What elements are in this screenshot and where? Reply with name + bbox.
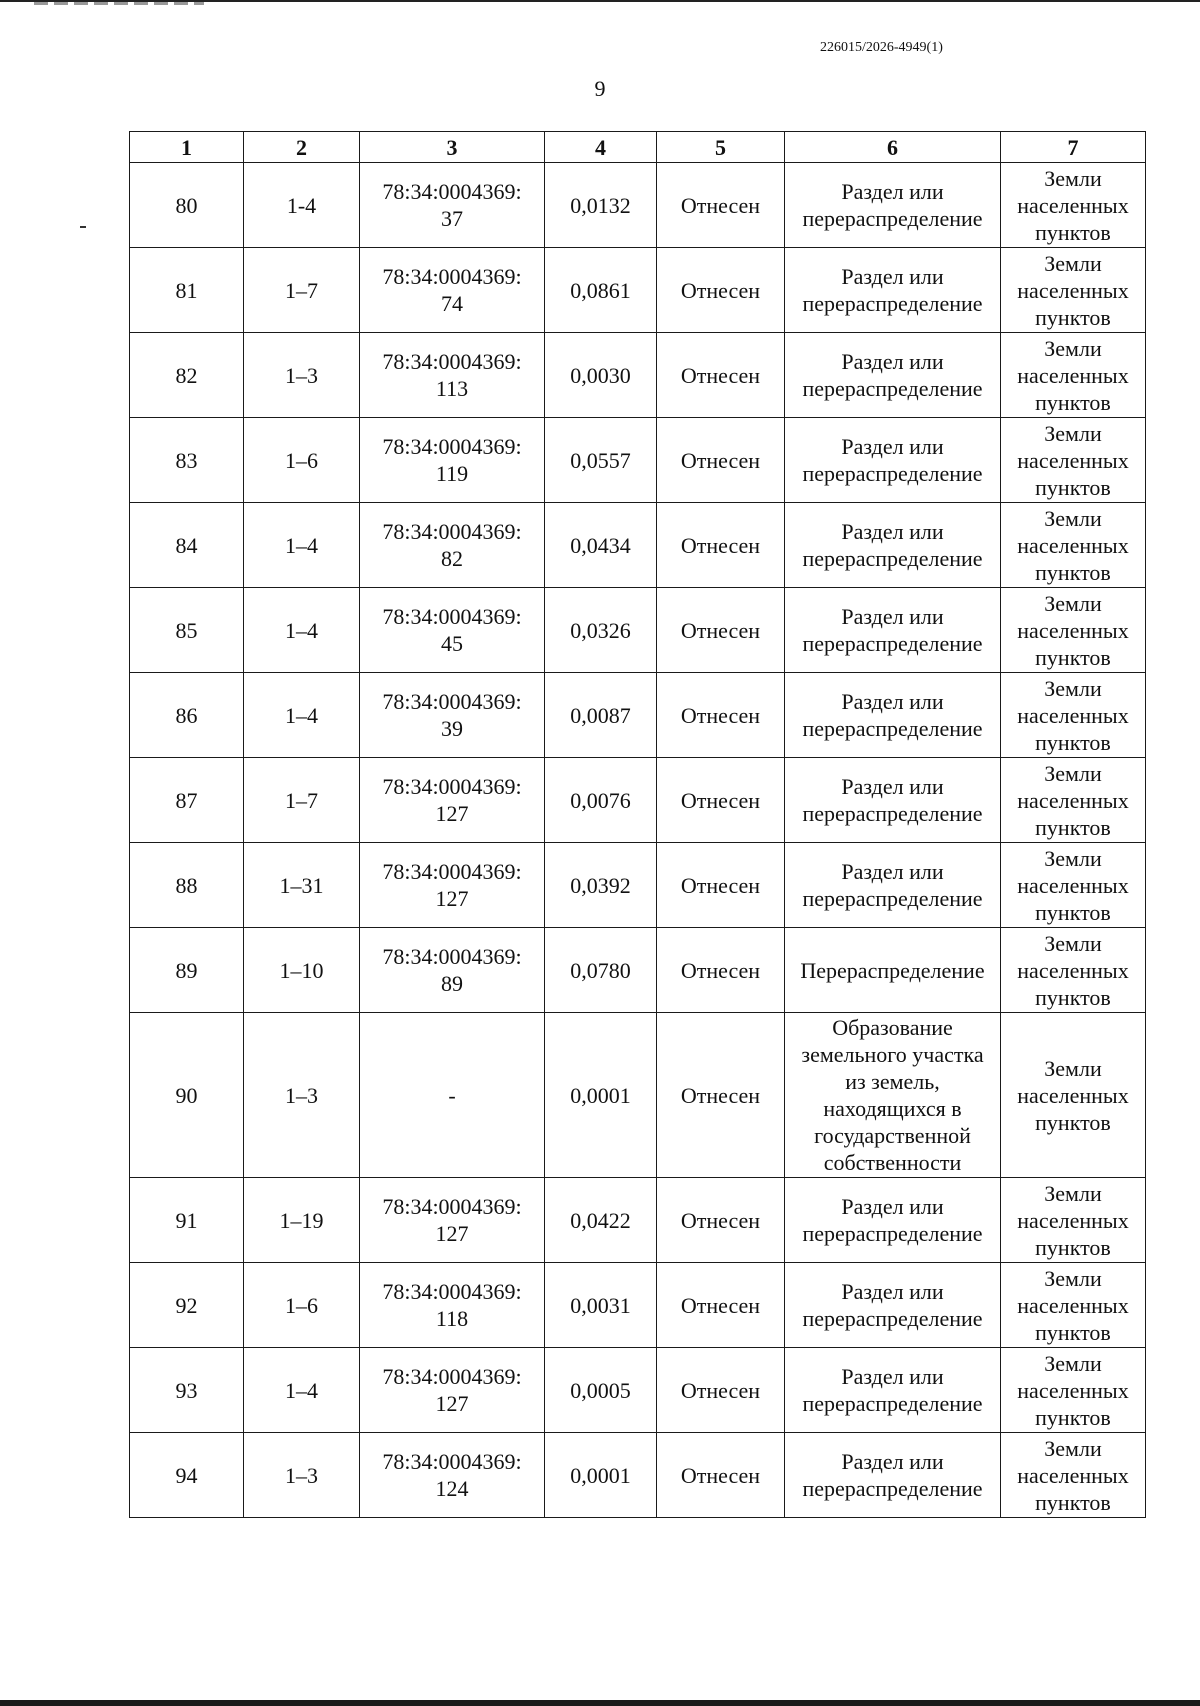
cell-area: 0,0557 (545, 418, 657, 503)
cell-number: 80 (130, 163, 244, 248)
cell-land-category-line: Земли (1044, 930, 1102, 956)
cell-points: 1–4 (244, 503, 360, 588)
cell-status: Отнесен (657, 1263, 785, 1348)
cell-area: 0,0434 (545, 503, 657, 588)
cell-land-category-line: населенных (1017, 787, 1129, 813)
cell-cadastral-number (360, 843, 545, 928)
cell-land-category (1001, 758, 1146, 843)
cell-area: 0,0392 (545, 843, 657, 928)
cell-cadastral-number (360, 1013, 545, 1178)
cell-land-category (1001, 333, 1146, 418)
cell-number: 85 (130, 588, 244, 673)
cell-number: 93 (130, 1348, 244, 1433)
cell-cadastral-number-line: 39 (441, 716, 463, 741)
cell-formation-method-line: перераспределение (802, 461, 983, 486)
cell-cadastral-number-line: 37 (441, 206, 463, 231)
document-number: 226015/2026-4949(1) (820, 40, 943, 55)
cell-formation-method-line: Раздел или (841, 434, 944, 459)
table-header-row (130, 132, 1146, 163)
cell-formation-method (785, 1348, 1001, 1433)
cell-cadastral-number-line: 78:34:0004369: (382, 349, 522, 374)
cell-cadastral-number (360, 163, 545, 248)
cell-formation-method-line: перераспределение (802, 1476, 983, 1501)
cell-cadastral-number (360, 673, 545, 758)
cell-formation-method-line: Раздел или (841, 689, 944, 714)
cell-number: 82 (130, 333, 244, 418)
column-header-6: 6 (785, 132, 1001, 163)
cell-cadastral-number-line: 78:34:0004369: (382, 689, 522, 714)
cell-cadastral-number-line: 124 (435, 1476, 469, 1501)
cell-land-category-line: пунктов (1035, 1319, 1111, 1345)
cell-number: 83 (130, 418, 244, 503)
cell-formation-method-line: Образование (832, 1015, 953, 1040)
cell-cadastral-number-line: 78:34:0004369: (382, 1279, 522, 1304)
cell-land-category (1001, 673, 1146, 758)
cell-number: 90 (130, 1013, 244, 1178)
table-row (130, 758, 1146, 843)
cell-cadastral-number-line: 74 (441, 291, 463, 316)
cell-formation-method-line: перераспределение (802, 546, 983, 571)
cell-formation-method-line: Раздел или (841, 1449, 944, 1474)
cell-land-category-line: Земли (1044, 760, 1102, 786)
cell-points: 1–4 (244, 588, 360, 673)
cell-land-category-line: Земли (1044, 505, 1102, 531)
table-row (130, 333, 1146, 418)
cell-cadastral-number-line: 78:34:0004369: (382, 859, 522, 884)
table-row (130, 163, 1146, 248)
cell-land-category-line: Земли (1044, 590, 1102, 616)
cell-number: 94 (130, 1433, 244, 1518)
cell-area: 0,0422 (545, 1178, 657, 1263)
cell-area: 0,0005 (545, 1348, 657, 1433)
cell-formation-method (785, 248, 1001, 333)
table-row (130, 1178, 1146, 1263)
cell-cadastral-number-line: 45 (441, 631, 463, 656)
cell-cadastral-number-line: 127 (435, 886, 469, 911)
cell-formation-method-line: находящихся в (823, 1096, 962, 1121)
cell-land-category-line: Земли (1044, 1265, 1102, 1291)
cell-formation-method-line: Раздел или (841, 1194, 944, 1219)
table-body (130, 163, 1146, 1518)
cell-land-category-line: пунктов (1035, 1489, 1111, 1515)
cell-land-category-line: населенных (1017, 192, 1129, 218)
column-header-3: 3 (360, 132, 545, 163)
cell-land-category-line: населенных (1017, 447, 1129, 473)
cell-formation-method-line: собственности (823, 1150, 962, 1175)
cell-formation-method-line: перераспределение (802, 801, 983, 826)
cell-cadastral-number-line: 127 (435, 801, 469, 826)
cell-points: 1–4 (244, 1348, 360, 1433)
cell-land-category-line: пунктов (1035, 1109, 1111, 1135)
cell-land-category-line: пунктов (1035, 729, 1111, 755)
table-row (130, 1433, 1146, 1518)
cell-status: Отнесен (657, 503, 785, 588)
cell-land-category-line: Земли (1044, 1180, 1102, 1206)
cell-formation-method (785, 1263, 1001, 1348)
cell-area: 0,0861 (545, 248, 657, 333)
cell-area: 0,0001 (545, 1013, 657, 1178)
cell-cadastral-number-line: 127 (435, 1221, 469, 1246)
table-row (130, 503, 1146, 588)
cell-cadastral-number-line: 118 (435, 1306, 469, 1331)
cell-cadastral-number-line: 78:34:0004369: (382, 434, 522, 459)
cell-area: 0,0030 (545, 333, 657, 418)
cell-formation-method-line: земельного участка (801, 1042, 984, 1067)
cell-formation-method-line: перераспределение (802, 1221, 983, 1246)
cell-formation-method (785, 503, 1001, 588)
cell-area: 0,0087 (545, 673, 657, 758)
cell-number: 88 (130, 843, 244, 928)
cell-number: 89 (130, 928, 244, 1013)
cell-land-category-line: населенных (1017, 1207, 1129, 1233)
cell-formation-method-line: государственной (814, 1123, 971, 1148)
cell-cadastral-number (360, 1178, 545, 1263)
cell-formation-method-line: перераспределение (802, 631, 983, 656)
cell-formation-method-line: Раздел или (841, 519, 944, 544)
column-header-2: 2 (244, 132, 360, 163)
cell-land-category-line: пунктов (1035, 1404, 1111, 1430)
cell-land-category-line: Земли (1044, 250, 1102, 276)
cell-land-category (1001, 1178, 1146, 1263)
cell-status: Отнесен (657, 1013, 785, 1178)
cell-status: Отнесен (657, 588, 785, 673)
cell-formation-method-line: перераспределение (802, 886, 983, 911)
cell-land-category (1001, 1348, 1146, 1433)
cell-land-category-line: Земли (1044, 335, 1102, 361)
page-number: 9 (594, 76, 606, 101)
cell-cadastral-number-line: 78:34:0004369: (382, 774, 522, 799)
cell-land-category-line: Земли (1044, 845, 1102, 871)
cell-area: 0,0076 (545, 758, 657, 843)
cell-points: 1–7 (244, 248, 360, 333)
cell-points: 1–6 (244, 1263, 360, 1348)
cell-cadastral-number (360, 928, 545, 1013)
cell-land-category (1001, 1263, 1146, 1348)
cell-cadastral-number-line: 78:34:0004369: (382, 1194, 522, 1219)
cell-status: Отнесен (657, 843, 785, 928)
column-header-5: 5 (657, 132, 785, 163)
cell-cadastral-number-line: 127 (435, 1391, 469, 1416)
cell-points: 1–7 (244, 758, 360, 843)
land-register-table (129, 131, 1146, 1518)
scan-bottom-border (0, 1700, 1200, 1706)
cell-formation-method-line: из земель, (845, 1069, 940, 1094)
cell-formation-method (785, 588, 1001, 673)
cell-land-category-line: Земли (1044, 1435, 1102, 1461)
table-row (130, 1348, 1146, 1433)
cell-number: 87 (130, 758, 244, 843)
cell-formation-method (785, 1013, 1001, 1178)
cell-formation-method (785, 1433, 1001, 1518)
cell-land-category-line: пунктов (1035, 644, 1111, 670)
cell-land-category-line: пунктов (1035, 559, 1111, 585)
cell-status: Отнесен (657, 928, 785, 1013)
cell-land-category-line: населенных (1017, 1377, 1129, 1403)
cell-formation-method-line: перераспределение (802, 376, 983, 401)
cell-land-category-line: пунктов (1035, 814, 1111, 840)
table-row (130, 248, 1146, 333)
cell-land-category-line: населенных (1017, 957, 1129, 983)
cell-cadastral-number (360, 503, 545, 588)
cell-points: 1–3 (244, 333, 360, 418)
cell-status: Отнесен (657, 1178, 785, 1263)
cell-land-category-line: пунктов (1035, 899, 1111, 925)
cell-formation-method (785, 843, 1001, 928)
cell-number: 92 (130, 1263, 244, 1348)
cell-status: Отнесен (657, 248, 785, 333)
scan-top-artifact (34, 2, 204, 5)
cell-formation-method-line: Раздел или (841, 859, 944, 884)
cell-cadastral-number-line: 78:34:0004369: (382, 604, 522, 629)
cell-formation-method-line: перераспределение (802, 1306, 983, 1331)
cell-formation-method (785, 418, 1001, 503)
cell-land-category-line: Земли (1044, 165, 1102, 191)
cell-points: 1–19 (244, 1178, 360, 1263)
cell-number: 81 (130, 248, 244, 333)
cell-cadastral-number-line: 78:34:0004369: (382, 179, 522, 204)
cell-status: Отнесен (657, 333, 785, 418)
cell-formation-method-line: Раздел или (841, 264, 944, 289)
cell-cadastral-number-line: 89 (441, 971, 463, 996)
column-header-7: 7 (1001, 132, 1146, 163)
cell-land-category (1001, 1013, 1146, 1178)
cell-cadastral-number (360, 758, 545, 843)
cell-cadastral-number-line: 113 (435, 376, 469, 401)
cell-cadastral-number (360, 248, 545, 333)
cell-land-category-line: Земли (1044, 1350, 1102, 1376)
cell-number: 86 (130, 673, 244, 758)
cell-formation-method-line: перераспределение (802, 1391, 983, 1416)
cell-status: Отнесен (657, 418, 785, 503)
cell-cadastral-number (360, 588, 545, 673)
cell-land-category-line: населенных (1017, 1292, 1129, 1318)
table-row (130, 843, 1146, 928)
cell-cadastral-number-line: 78:34:0004369: (382, 1449, 522, 1474)
cell-land-category-line: населенных (1017, 532, 1129, 558)
cell-number: 91 (130, 1178, 244, 1263)
cell-cadastral-number-line: 78:34:0004369: (382, 264, 522, 289)
cell-area: 0,0001 (545, 1433, 657, 1518)
cell-area: 0,0031 (545, 1263, 657, 1348)
cell-formation-method (785, 673, 1001, 758)
column-header-4: 4 (545, 132, 657, 163)
cell-formation-method-line: перераспределение (802, 206, 983, 231)
cell-land-category-line: населенных (1017, 362, 1129, 388)
scan-speck (80, 226, 86, 228)
cell-land-category-line: пунктов (1035, 389, 1111, 415)
cell-status: Отнесен (657, 1348, 785, 1433)
cell-formation-method-line: Раздел или (841, 1364, 944, 1389)
cell-points: 1-4 (244, 163, 360, 248)
cell-land-category-line: населенных (1017, 277, 1129, 303)
table-row (130, 1013, 1146, 1178)
cell-formation-method-line: Раздел или (841, 179, 944, 204)
cell-formation-method (785, 163, 1001, 248)
cell-cadastral-number-line: 119 (435, 461, 469, 486)
cell-area: 0,0780 (545, 928, 657, 1013)
cell-points: 1–10 (244, 928, 360, 1013)
cell-land-category-line: населенных (1017, 702, 1129, 728)
table-row (130, 928, 1146, 1013)
cell-formation-method-line: Раздел или (841, 1279, 944, 1304)
cell-formation-method-line: перераспределение (802, 716, 983, 741)
cell-formation-method-line: перераспределение (802, 291, 983, 316)
cell-formation-method (785, 928, 1001, 1013)
cell-land-category-line: пунктов (1035, 1234, 1111, 1260)
cell-cadastral-number-line: 82 (441, 546, 463, 571)
table-row (130, 418, 1146, 503)
cell-land-category-line: пунктов (1035, 304, 1111, 330)
cell-land-category-line: населенных (1017, 872, 1129, 898)
cell-land-category-line: населенных (1017, 617, 1129, 643)
cell-land-category (1001, 843, 1146, 928)
cell-land-category (1001, 503, 1146, 588)
cell-status: Отнесен (657, 673, 785, 758)
cell-land-category (1001, 248, 1146, 333)
cell-land-category-line: Земли (1044, 675, 1102, 701)
cell-status: Отнесен (657, 163, 785, 248)
cell-formation-method (785, 758, 1001, 843)
cell-cadastral-number (360, 333, 545, 418)
cell-land-category-line: пунктов (1035, 474, 1111, 500)
cell-land-category-line: Земли (1044, 1055, 1102, 1081)
cell-cadastral-number (360, 418, 545, 503)
cell-land-category-line: населенных (1017, 1462, 1129, 1488)
cell-cadastral-number-line: 78:34:0004369: (382, 944, 522, 969)
cell-formation-method (785, 333, 1001, 418)
cell-land-category-line: Земли (1044, 420, 1102, 446)
cell-points: 1–31 (244, 843, 360, 928)
cell-land-category (1001, 1433, 1146, 1518)
cell-land-category (1001, 928, 1146, 1013)
cell-cadastral-number (360, 1433, 545, 1518)
cell-status: Отнесен (657, 758, 785, 843)
table-row (130, 588, 1146, 673)
cell-formation-method (785, 1178, 1001, 1263)
cell-cadastral-number-line: 78:34:0004369: (382, 1364, 522, 1389)
cell-land-category-line: пунктов (1035, 984, 1111, 1010)
cell-number: 84 (130, 503, 244, 588)
cell-land-category (1001, 163, 1146, 248)
cell-land-category (1001, 588, 1146, 673)
cell-points: 1–3 (244, 1013, 360, 1178)
cell-cadastral-number (360, 1348, 545, 1433)
cell-land-category (1001, 418, 1146, 503)
table-row (130, 1263, 1146, 1348)
cell-land-category-line: населенных (1017, 1082, 1129, 1108)
cell-area: 0,0326 (545, 588, 657, 673)
cell-points: 1–6 (244, 418, 360, 503)
cell-land-category-line: пунктов (1035, 219, 1111, 245)
cell-area: 0,0132 (545, 163, 657, 248)
cell-cadastral-number-line: - (448, 1082, 456, 1108)
table-row (130, 673, 1146, 758)
cell-formation-method-line: Перераспределение (800, 957, 985, 983)
cell-status: Отнесен (657, 1433, 785, 1518)
cell-formation-method-line: Раздел или (841, 774, 944, 799)
cell-formation-method-line: Раздел или (841, 604, 944, 629)
cell-cadastral-number-line: 78:34:0004369: (382, 519, 522, 544)
cell-points: 1–4 (244, 673, 360, 758)
cell-cadastral-number (360, 1263, 545, 1348)
column-header-1: 1 (130, 132, 244, 163)
cell-formation-method-line: Раздел или (841, 349, 944, 374)
cell-points: 1–3 (244, 1433, 360, 1518)
